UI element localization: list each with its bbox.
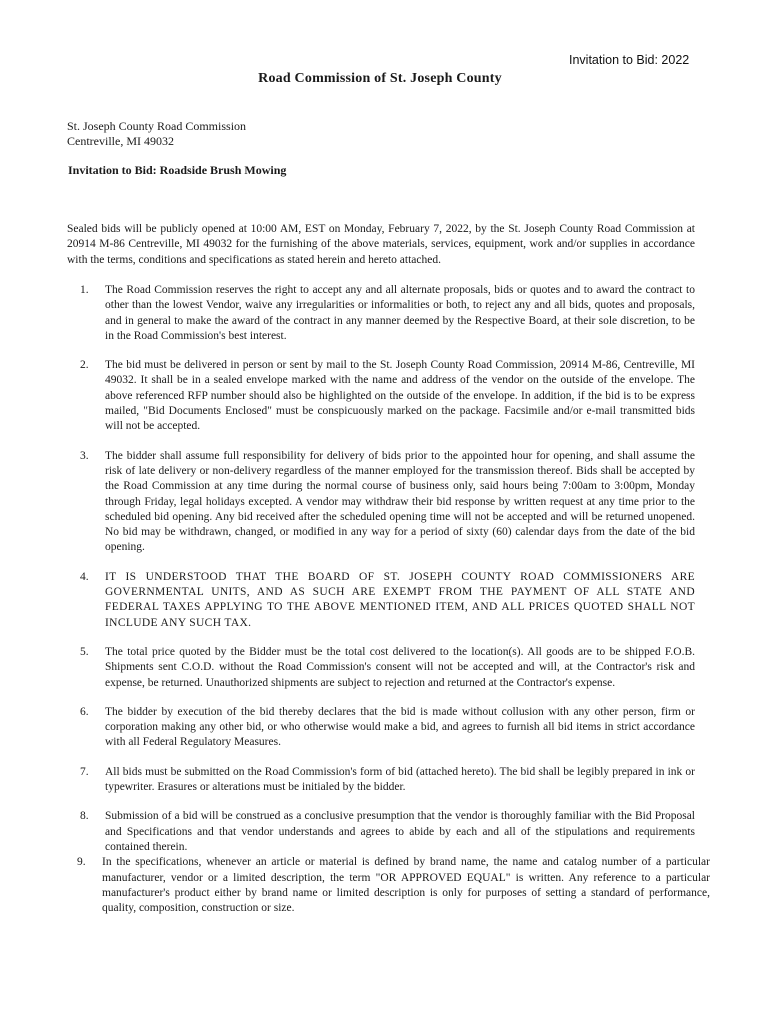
intro-paragraph: Sealed bids will be publicly opened at 10:00 AM, EST on Monday, February 7, 2022, by the St. Joseph County Road Commission at 20914 M-86 Centreville, MI 49032 for the furnishing of the above materials, services, equipment, work and/or supplies in accordance with the terms, conditions and specifications as stated herein and hereto attached.	[67, 223, 695, 266]
item-text: Submission of a bid will be construed as a conclusive presumption that the vendor is thoroughly familiar with the Bid Proposal and Specifications and that vendor understands and agrees to abide by each and all of the stipulations and requirements contained therein.	[105, 810, 695, 853]
item-text: IT IS UNDERSTOOD THAT THE BOARD OF ST. JOSEPH COUNTY ROAD COMMISSIONERS ARE GOVERNMENTAL UNITS, AND AS SUCH ARE EXEMPT FROM THE PAYMENT OF ALL STATE AND FEDERAL TAXES APPLYING TO THE ABOVE MENTIONED ITEM, AND ALL PRICES QUOTED SHALL NOT INCLUDE ANY SUCH TAX.	[105, 570, 695, 629]
item-text: All bids must be submitted on the Road Commission's form of bid (attached hereto). The bid shall be legibly prepared in ink or typewriter. Erasures or alterations must be initialed by the bidder.	[105, 765, 695, 794]
header-tag: Invitation to Bid: 2022	[569, 53, 690, 67]
list-item	[80, 705, 695, 751]
item-number: 4.	[80, 570, 89, 583]
item-text: The bidder by execution of the bid thereby declares that the bid is made without collusion with any other person, firm or corporation making any other bid, or who otherwise would make a bid, and agrees to furnish all bid items in strict accordance with all Federal Regulatory Measures.	[105, 705, 695, 749]
address-line-1: St. Joseph County Road Commission	[67, 119, 247, 133]
terms-list	[77, 283, 710, 916]
list-item	[80, 449, 695, 556]
address-block	[67, 119, 246, 149]
item-number: 9.	[77, 856, 86, 869]
list-item	[80, 765, 695, 796]
list-item	[80, 358, 695, 434]
item-text: In the specifications, whenever an article or material is defined by brand name, the name and catalog number of a particular manufacturer, vendor or a limited description, the term "OR APPROVED EQUAL" is written. Any reference to a particular manufacturer's product either by brand name or limited description is only for purposes of setting a standard of performance, quality, composition, construction or size.	[102, 856, 710, 915]
item-text: The bidder shall assume full responsibility for delivery of bids prior to the appointed hour for opening, and shall assume the risk of late delivery or non-delivery regardless of the manner employed for the transmission thereof. Bids shall be accepted by the Road Commission at any time during the normal course of business only, said hours being 7:00am to 3:00pm, Monday through Friday, legal holidays excepted. A vendor may withdraw their bid response by written request at any time prior to the scheduled bid opening. Any bid received after the scheduled opening time will not be accepted and will be returned unopened. No bid may be withdrawn, changed, or modified in any way for a period of sixty (60) calendar days from the date of the bid opening.	[105, 449, 695, 554]
list-item	[77, 855, 710, 916]
address-line-2: Centreville, MI 49032	[67, 134, 174, 148]
list-item	[80, 809, 695, 855]
item-number: 5.	[80, 645, 89, 658]
list-item	[80, 645, 695, 691]
item-number: 6.	[80, 705, 89, 718]
item-text: The bid must be delivered in person or sent by mail to the St. Joseph County Road Commission, 20914 M-86, Centreville, MI 49032. It shall be in a sealed envelope marked with the name and address of the vendor on the outside of the envelope. The above referenced RFP number should also be highlighted on the outside of the envelope. In addition, if the bid is to be express mailed, "Bid Documents Enclosed" must be conspicuously marked on the package. Facsimile and/or e-mail transmitted bids will not be accepted.	[105, 359, 695, 433]
list-item	[80, 570, 695, 631]
item-number: 1.	[80, 284, 89, 296]
list-item	[80, 283, 695, 344]
subject-line: Invitation to Bid: Roadside Brush Mowing	[68, 163, 287, 177]
item-text: The total price quoted by the Bidder must be the total cost delivered to the location(s). All goods are to be shipped F.O.B. Shipments sent C.O.D. without the Road Commission's consent will not be accepted and will, at the Contractor's risk and expense, be returned. Unauthorized shipments are subject to rejection and returned at the Contractor's expense.	[105, 645, 695, 689]
item-number: 8.	[80, 810, 89, 823]
item-number: 2.	[80, 359, 89, 372]
item-number: 3.	[80, 449, 89, 462]
item-text: The Road Commission reserves the right to accept any and all alternate proposals, bids or quotes and to award the contract to other than the lowest Vendor, waive any irregularities or informalities or both, to reject any and all bids, quotes and proposals, and in general to make the award of the contract in any manner deemed by the Respective Board, at their sole discretion, to be in the Road Commission's best interest.	[105, 284, 695, 342]
page-title: Road Commission of St. Joseph County	[258, 71, 502, 86]
item-number: 7.	[80, 765, 89, 778]
